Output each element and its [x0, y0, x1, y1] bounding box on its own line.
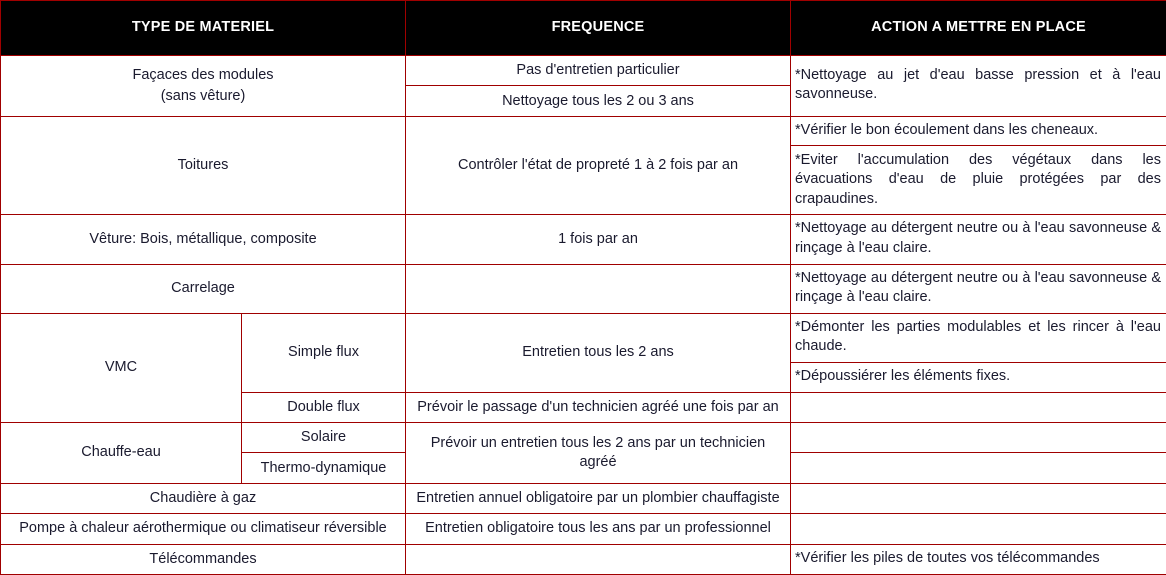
cell-frequence-vmc-double-flux — [406, 392, 791, 422]
action-toitures-1-label: *Vérifier le bon écoulement dans les cheneaux. — [795, 121, 1099, 138]
cell-type-toitures — [1, 116, 406, 215]
header-action-a-mettre-en-place — [791, 1, 1166, 56]
type-vmc-label: VMC — [104, 359, 138, 376]
table-row-vmc-simple-flux — [1, 313, 1166, 362]
frequence-toitures-label: Contrôler l'état de propreté 1 à 2 fois par an — [457, 156, 739, 173]
action-telecommandes-label: *Vérifier les piles de toutes vos télécommandes — [795, 550, 1100, 567]
cell-frequence-facades-2 — [406, 86, 791, 116]
action-toitures-2-label: *Eviter l'accumulation des végétaux dans les évacuations d'eau de pluie protégées par des crapaudines. — [795, 151, 1161, 207]
type-carrelage-label: Carrelage — [171, 280, 235, 297]
table-row-telecommandes — [1, 544, 1166, 574]
frequence-facades-1-label: Pas d'entretien particulier — [516, 62, 680, 79]
cell-type-facades — [1, 56, 406, 117]
type-chauffe-eau-label: Chauffe-eau — [81, 444, 161, 461]
subtype-vmc-simple-flux-label: Simple flux — [288, 344, 359, 361]
table-row-chauffe-eau-solaire — [1, 423, 1166, 453]
cell-type-chaudiere — [1, 483, 406, 513]
table-row-toitures-1 — [1, 116, 1166, 146]
table-row-veture — [1, 215, 1166, 264]
cell-action-chauffe-eau-2 — [791, 453, 1166, 483]
cell-action-carrelage — [791, 264, 1166, 313]
action-facades-label: *Nettoyage au jet d'eau basse pression et à l'eau savonneuse. — [795, 66, 1161, 103]
cell-action-vmc-2 — [791, 363, 1166, 393]
action-chauffe-eau-1-label — [791, 433, 1166, 442]
subtype-chauffe-eau-solaire-label: Solaire — [300, 429, 347, 446]
cell-action-chaudiere — [791, 483, 1166, 513]
cell-action-veture — [791, 215, 1166, 264]
cell-frequence-vmc-simple-flux — [406, 313, 791, 392]
frequence-vmc-1-label: Entretien tous les 2 ans — [522, 344, 674, 361]
table-body — [1, 56, 1166, 575]
action-vmc-3-label — [791, 403, 1166, 412]
action-chauffe-eau-2-label — [791, 464, 1166, 473]
cell-type-carrelage — [1, 264, 406, 313]
type-facades-line-2: (sans vêture) — [160, 87, 246, 104]
cell-type-vmc — [1, 313, 242, 422]
type-pompe-label: Pompe à chaleur aérothermique ou climatiseur réversible — [19, 520, 387, 537]
table-row-chaudiere — [1, 483, 1166, 513]
header-row — [1, 1, 1166, 56]
cell-frequence-toitures — [406, 116, 791, 215]
cell-action-vmc-1 — [791, 313, 1166, 362]
cell-frequence-chaudiere — [406, 483, 791, 513]
type-toitures-label: Toitures — [177, 156, 229, 173]
table-row-pompe — [1, 514, 1166, 544]
cell-type-chauffe-eau — [1, 423, 242, 484]
cell-subtype-vmc-simple-flux — [242, 313, 406, 392]
cell-subtype-chauffe-eau-thermo-dynamique — [242, 453, 406, 483]
subtype-vmc-double-flux-label: Double flux — [287, 398, 360, 415]
header-type-de-materiel — [1, 1, 406, 56]
frequence-vmc-2-label: Prévoir le passage d'un technicien agréé une fois par an — [417, 398, 779, 415]
type-veture-label: Vêture: Bois, métallique, composite — [89, 230, 317, 247]
cell-frequence-carrelage — [406, 264, 791, 313]
cell-frequence-telecommandes — [406, 544, 791, 574]
type-chaudiere-label: Chaudière à gaz — [149, 489, 257, 506]
cell-type-telecommandes — [1, 544, 406, 574]
type-telecommandes-label: Télécommandes — [149, 550, 257, 567]
frequence-chaudiere-label: Entretien annuel obligatoire par un plombier chauffagiste — [416, 489, 780, 506]
header-frequence — [406, 1, 791, 56]
action-pompe-label — [791, 524, 1166, 533]
frequence-facades-2-label: Nettoyage tous les 2 ou 3 ans — [502, 92, 694, 109]
table-row-facades-1 — [1, 56, 1166, 86]
action-veture-label: *Nettoyage au détergent neutre ou à l'eau savonneuse & rinçage à l'eau claire. — [795, 220, 1161, 256]
frequence-veture-label: 1 fois par an — [558, 230, 638, 247]
cell-action-chauffe-eau-1 — [791, 423, 1166, 453]
type-facades-line-1: Façaces des modules — [132, 66, 274, 83]
table-header — [1, 1, 1166, 56]
cell-action-vmc-3 — [791, 392, 1166, 422]
cell-action-telecommandes — [791, 544, 1166, 574]
table-row-carrelage — [1, 264, 1166, 313]
cell-frequence-chauffe-eau — [406, 423, 791, 484]
frequence-telecommandes-label — [406, 554, 790, 564]
cell-action-facades — [791, 56, 1166, 117]
action-vmc-2-label: *Dépoussiérer les éléments fixes. — [795, 368, 1011, 385]
header-type-de-materiel-label: TYPE DE MATERIEL — [131, 19, 275, 36]
action-vmc-1-label: *Démonter les parties modulables et les rincer à l'eau chaude. — [795, 318, 1161, 355]
action-carrelage-label: *Nettoyage au détergent neutre ou à l'eau savonneuse & rinçage à l'eau claire. — [795, 269, 1161, 306]
cell-action-toitures-2 — [791, 146, 1166, 215]
cell-action-toitures-1 — [791, 116, 1166, 146]
subtype-chauffe-eau-thermo-label: Thermo-dynamique — [260, 459, 387, 476]
cell-subtype-vmc-double-flux — [242, 392, 406, 422]
frequence-pompe-label: Entretien obligatoire tous les ans par un professionnel — [425, 520, 771, 537]
cell-frequence-facades-1 — [406, 56, 791, 86]
cell-frequence-pompe — [406, 514, 791, 544]
action-chaudiere-label — [791, 494, 1166, 503]
cell-frequence-veture — [406, 215, 791, 264]
cell-type-veture — [1, 215, 406, 264]
frequence-chauffe-eau-label: Prévoir un entretien tous les 2 ans par un technicien agréé — [430, 434, 766, 470]
cell-subtype-chauffe-eau-solaire — [242, 423, 406, 453]
header-action-label: ACTION A METTRE EN PLACE — [871, 19, 1086, 36]
header-frequence-label: FREQUENCE — [551, 19, 645, 36]
frequence-carrelage-label — [406, 284, 790, 294]
cell-action-pompe — [791, 514, 1166, 544]
cell-type-pompe — [1, 514, 406, 544]
